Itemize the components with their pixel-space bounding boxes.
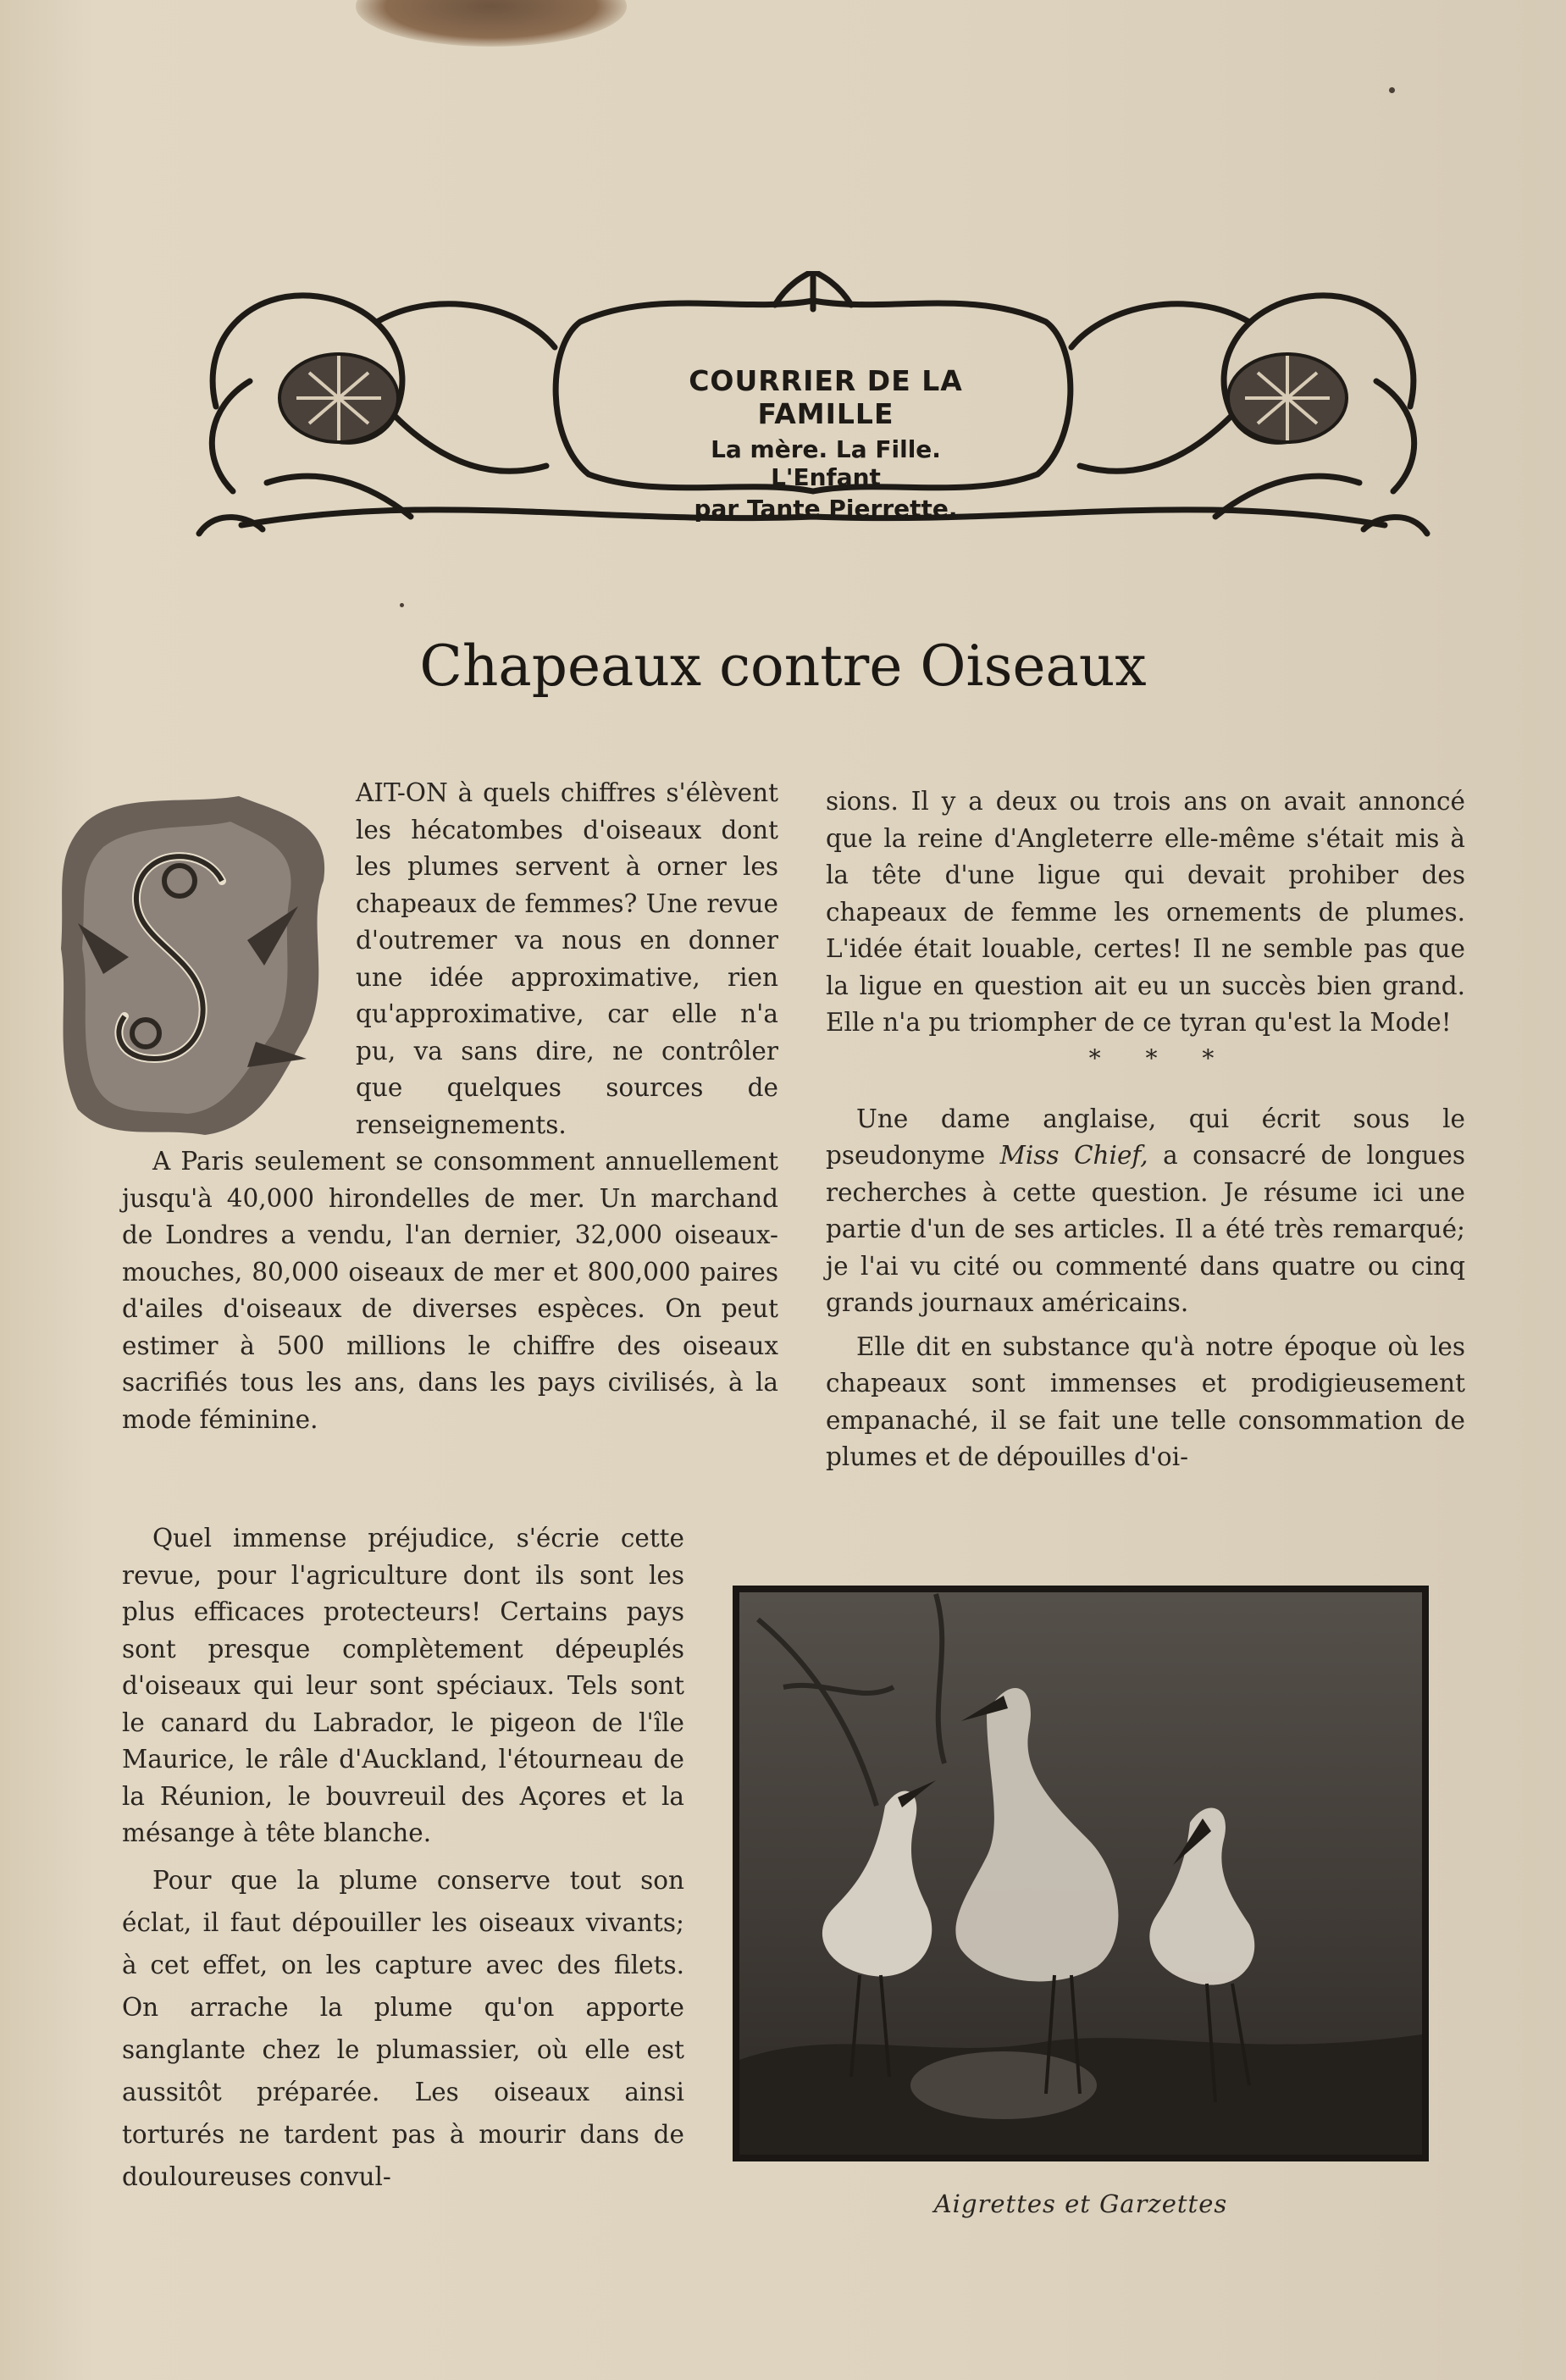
article-column-right	[826, 783, 1465, 1476]
speck	[400, 603, 404, 607]
section-divider: * * *	[1088, 1043, 1233, 1072]
masthead-text	[656, 364, 995, 523]
section-subtitle: La mère. La Fille. L'Enfant	[711, 435, 941, 491]
egrets-illustration	[733, 1586, 1429, 2161]
paragraph-text: Une dame anglaise, qui écrit sous le pseudonyme	[826, 1104, 1465, 1170]
figure-caption: Aigrettes et Garzettes	[933, 2189, 1228, 2218]
article-headline: Chapeaux contre Oiseaux	[419, 634, 1147, 699]
speck	[1389, 87, 1395, 93]
article-column-left	[122, 775, 778, 1438]
section-author: par Tante Pierrette.	[694, 495, 958, 523]
paragraph-intro: AIT-ON à quels chiffres s'élèvent les hécatombes d'oiseaux dont les plumes servent à orner les chapeaux de femmes? Une revue d'outremer va nous en donner une idée approximative, rien qu'approximative, car elle n'a pu, va sans dire, ne contrôler que quelques sources de renseignements.	[356, 778, 778, 1139]
paragraph: sions. Il y a deux ou trois ans on avait annoncé que la reine d'Angleterre elle-même s'était mis à la tête d'une ligue qui devait prohiber des chapeaux de femme les ornements de plumes. L'idée était louable, certes! Il ne semble pas que la ligue en question ait eu un succès bien grand. Elle n'a pu triompher de ce tyran qu'est la Mode!	[826, 787, 1465, 1037]
paragraph	[826, 1101, 1465, 1322]
paragraph: Elle dit en substance qu'à notre époque où les chapeaux sont immenses et prodigieusement empanaché, il se fait une telle consommation de plumes et de dépouilles d'oi-	[826, 1331, 1465, 1471]
paragraph: Pour que la plume conserve tout son éclat, il faut dépouiller les oiseaux vivants; à cet effet, on les capture avec des filets. On arrache la plume qu'on apporte sanglante chez le plumassier, où elle est aussitôt préparée. Les oiseaux ainsi torturés ne tardent pas à mourir dans de douloureuses convul-	[122, 1865, 684, 2191]
paragraph: A Paris seulement se consomment annuellement jusqu'à 40,000 hirondelles de mer. Un marchand de Londres a vendu, l'an dernier, 32,000 oiseaux-mouches, 80,000 oiseaux de mer et 800,000 paires d'ailes d'oiseaux de diverses espèces. On peut estimer à 500 millions le chiffre des oiseaux sacrifiés tous les ans, dans les pays civilisés, à la mode féminine.	[122, 1147, 778, 1434]
section-title: COURRIER DE LA FAMILLE	[689, 364, 963, 430]
paragraph-text: a consacré de longues recherches à cette question. Je résume ici une partie d'un de ses articles. Il a été très remarqué; je l'ai vu cité ou commenté dans quatre ou cinq grands journaux américains.	[826, 1141, 1466, 1317]
article-column-left-lower	[122, 1520, 684, 2198]
pseudonym: Miss Chief,	[999, 1141, 1148, 1170]
egrets-photograph	[733, 1586, 1429, 2161]
paragraph: Quel immense préjudice, s'écrie cette revue, pour l'agriculture dont ils sont les plus efficaces protecteurs! Certains pays sont presque complètement dépeuplés d'oiseaux qui leur sont spéciaux. Tels sont le canard du Labrador, le pigeon de l'île Maurice, le râle d'Auckland, l'étourneau de la Réunion, le bouvreuil des Açores et la mésange à tête blanche.	[122, 1524, 684, 1847]
masthead-ornament	[182, 271, 1444, 551]
